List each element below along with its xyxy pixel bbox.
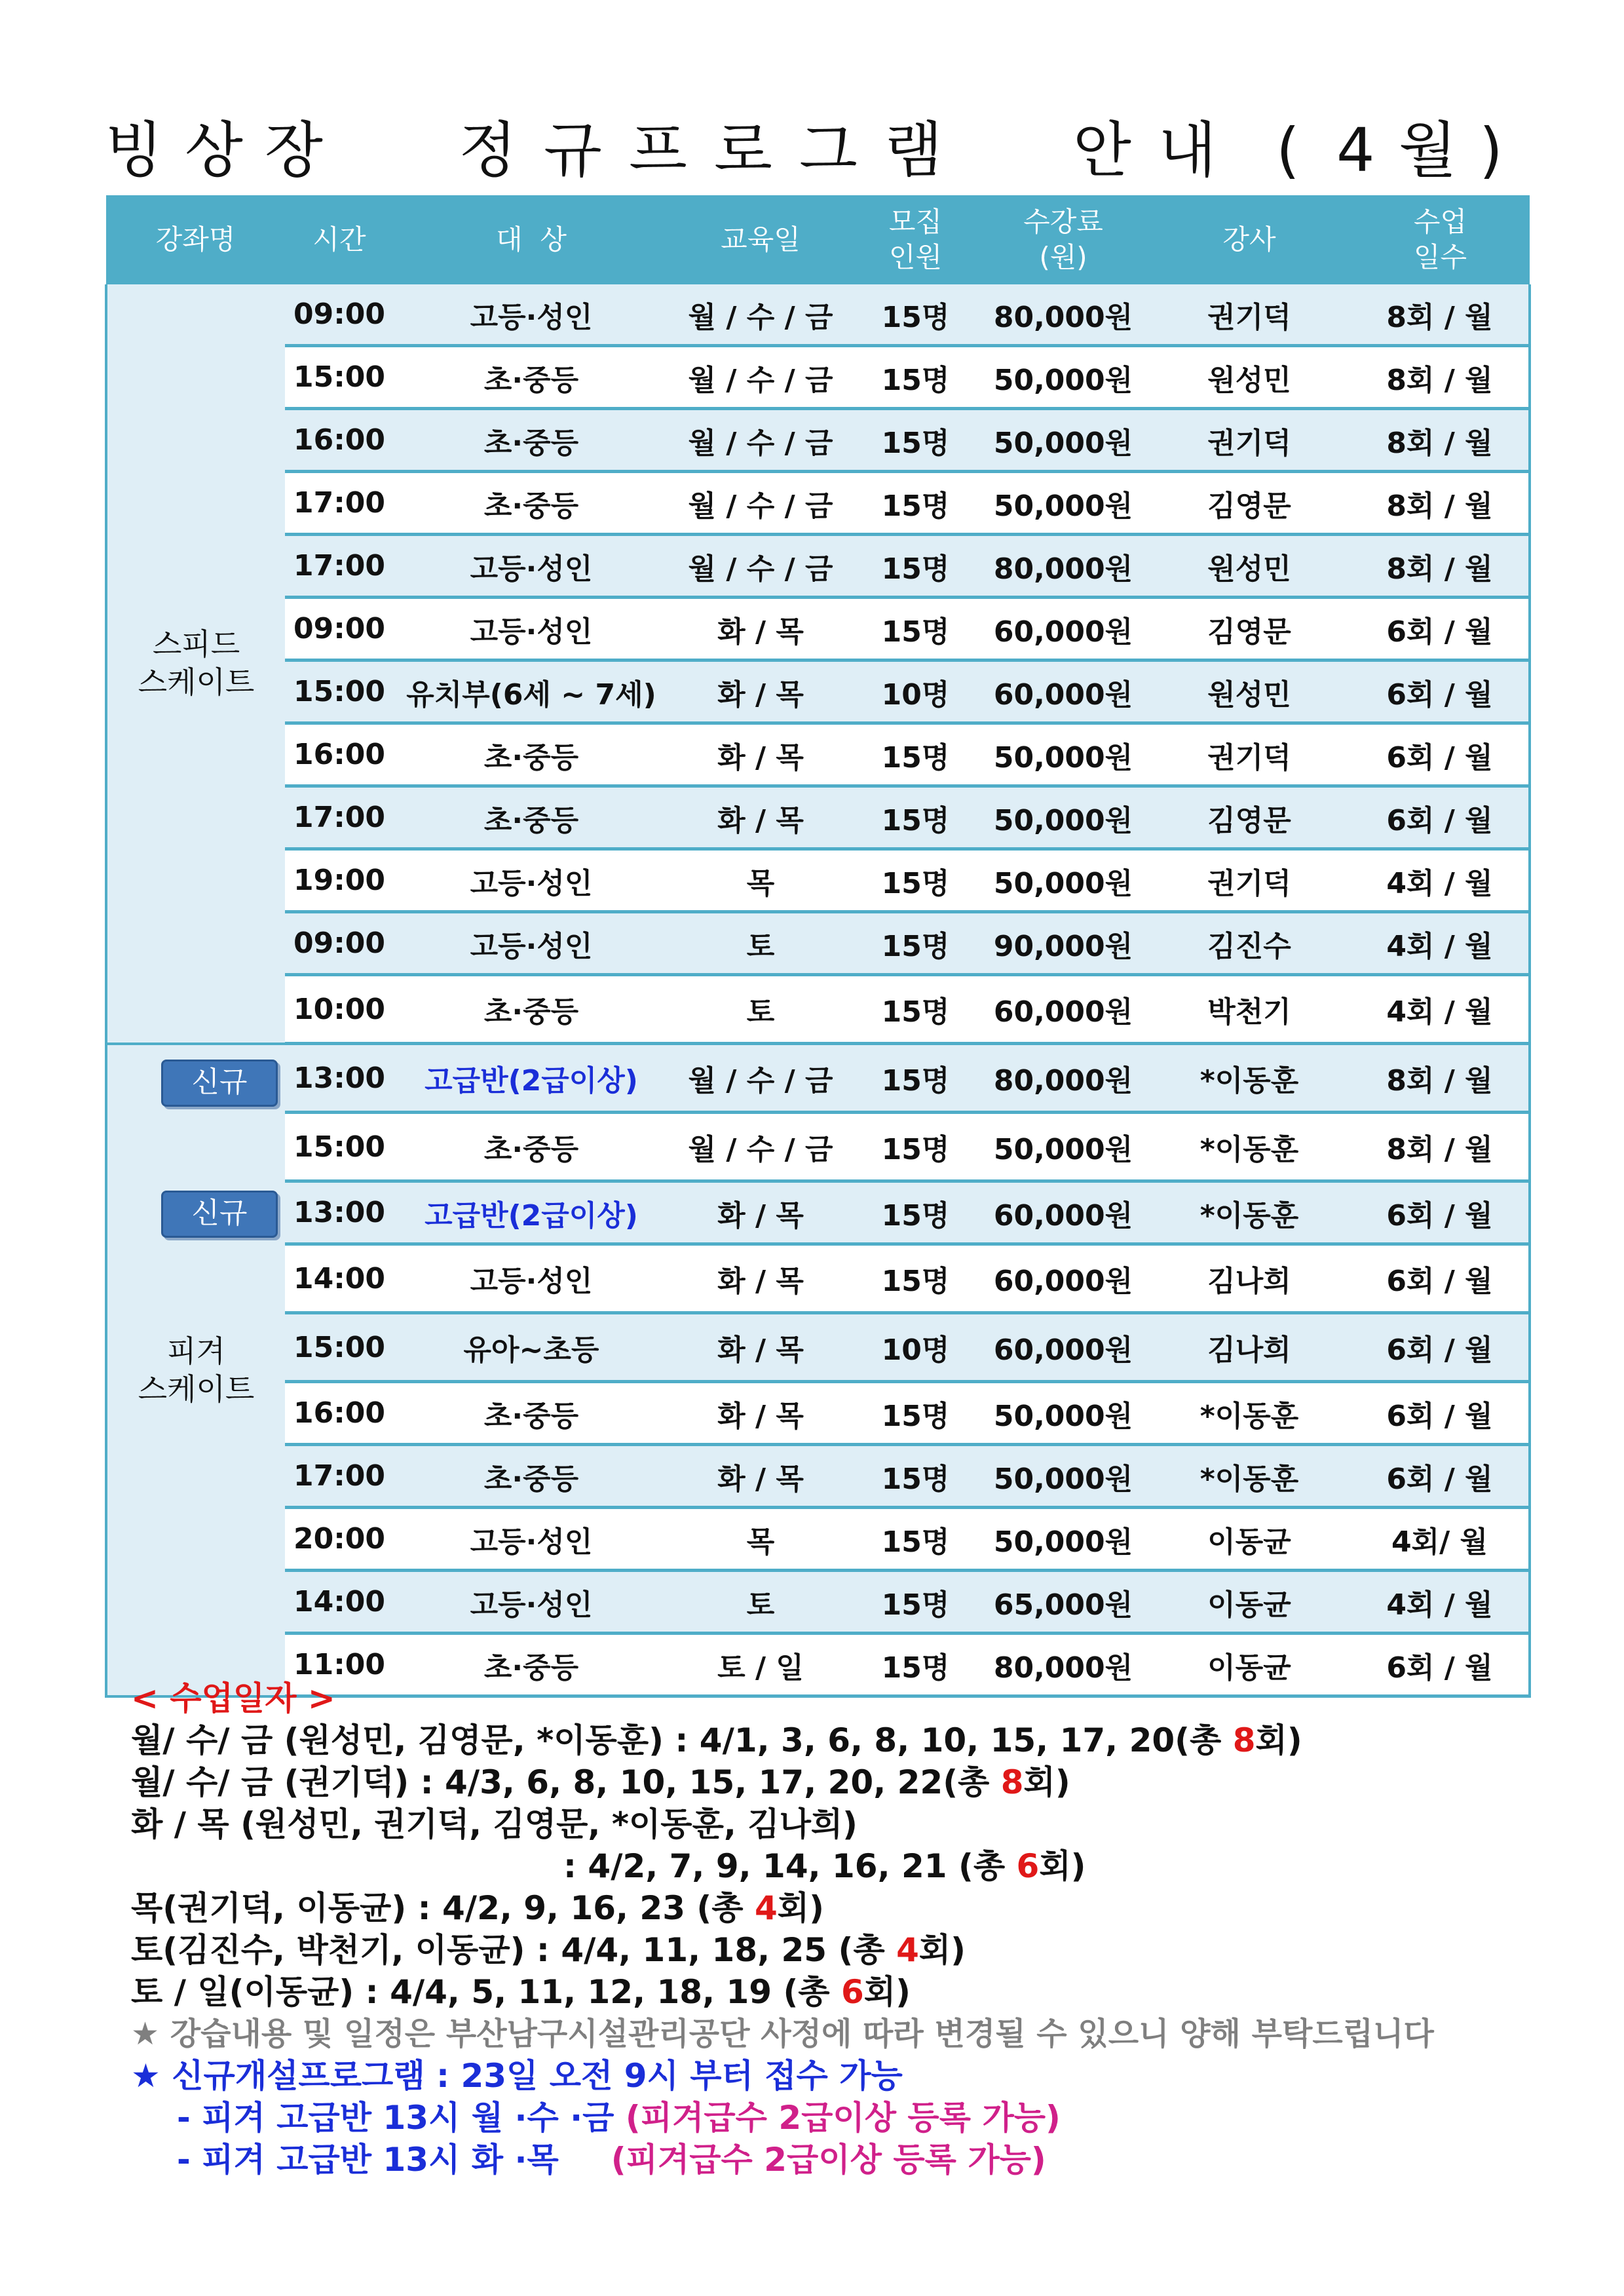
table-row [106,975,1530,1044]
notes-line: 화 / 목 (원성민, 권기덕, 김영문, *이동훈, 김나희) [131,1805,858,1843]
cell-fee: 50,000원 [979,472,1148,535]
cell-days: 화 / 목 [669,1313,852,1382]
cell-time: 13:00 [285,1181,394,1244]
cell-time: 14:00 [285,1571,394,1634]
title-char: ( [1276,115,1300,185]
title-char: 그 [799,115,858,185]
cell-fee: 50,000원 [979,1445,1148,1508]
cell-quota: 15명 [852,1113,979,1181]
cell-target: 초·중등 [394,409,669,472]
header-quota: 모집 인원 [852,195,979,284]
table-row [106,1508,1530,1571]
cell-sessions: 6회 / 월 [1351,1181,1530,1244]
cell-fee: 65,000원 [979,1571,1148,1634]
table-row [106,786,1530,849]
cell-instructor: 김나희 [1148,1313,1351,1382]
title-char: 램 [884,115,943,185]
title-char: 프 [629,115,687,185]
cell-days: 월 / 수 / 금 [669,472,852,535]
title-char: ) [1479,115,1503,185]
cell-fee: 60,000원 [979,1313,1148,1382]
cell-instructor: *이동훈 [1148,1044,1351,1113]
cell-quota: 15명 [852,1382,979,1445]
cell-instructor: 원성민 [1148,346,1351,409]
cell-time: 16:00 [285,723,394,786]
table-row [106,912,1530,975]
cell-fee: 60,000원 [979,1244,1148,1313]
cell-time: 15:00 [285,1313,394,1382]
cell-target: 초·중등 [394,1634,669,1696]
cell-fee: 90,000원 [979,912,1148,975]
cell-days: 화 / 목 [669,1244,852,1313]
cell-target: 초·중등 [394,1382,669,1445]
header-fee: 수강료 (원) [979,195,1148,284]
cell-sessions: 8회 / 월 [1351,1044,1530,1113]
cell-time: 16:00 [285,1382,394,1445]
cell-quota: 15명 [852,1044,979,1113]
notes-line: : 4/2, 7, 9, 14, 16, 21 (총 6회) [563,1847,1086,1885]
cell-time: 09:00 [285,912,394,975]
schedule-change-notice: ★ 강습내용 및 일정은 부산남구시설관리공단 사정에 따라 변경될 수 있으니 양해 부탁드립니다 [131,2016,1434,2052]
cell-time: 17:00 [285,472,394,535]
cell-time: 15:00 [285,346,394,409]
cell-days: 토 [669,1571,852,1634]
course-figure-skate: 신규 신규 피겨 스케이트 [106,1044,285,1696]
notes-line: 월/ 수/ 금 (원성민, 김영문, *이동훈) : 4/1, 3, 6, 8, 10, 15, 17, 20(총 8회) [131,1721,1302,1759]
cell-quota: 15명 [852,1508,979,1571]
cell-target: 고등·성인 [394,284,669,346]
cell-target: 초·중등 [394,786,669,849]
cell-fee: 50,000원 [979,1113,1148,1181]
title-char: 로 [714,115,772,185]
cell-time: 19:00 [285,849,394,912]
cell-quota: 10명 [852,660,979,723]
header-course: 강좌명 [106,195,285,284]
cell-sessions: 6회 / 월 [1351,1313,1530,1382]
cell-days: 목 [669,1508,852,1571]
cell-time: 14:00 [285,1244,394,1313]
table-row [106,1181,1530,1244]
cell-sessions: 8회 / 월 [1351,346,1530,409]
cell-sessions: 6회 / 월 [1351,1382,1530,1445]
cell-days: 화 / 목 [669,1181,852,1244]
title-char: 규 [544,115,602,185]
cell-quota: 15명 [852,409,979,472]
cell-sessions: 6회 / 월 [1351,723,1530,786]
cell-time: 17:00 [285,535,394,598]
new-badge: 신규 [161,1060,278,1107]
table-row [106,409,1530,472]
cell-fee: 60,000원 [979,598,1148,660]
cell-days: 토 [669,912,852,975]
cell-instructor: 김영문 [1148,786,1351,849]
cell-fee: 80,000원 [979,535,1148,598]
cell-sessions: 4회 / 월 [1351,912,1530,975]
cell-time: 17:00 [285,1445,394,1508]
cell-instructor: 원성민 [1148,535,1351,598]
notes-line: 토(김진수, 박천기, 이동균) : 4/4, 11, 18, 25 (총 4회) [131,1931,966,1969]
cell-fee: 50,000원 [979,849,1148,912]
title-char: 월 [1399,115,1457,185]
cell-time: 11:00 [285,1634,394,1696]
cell-fee: 80,000원 [979,1044,1148,1113]
cell-time: 16:00 [285,409,394,472]
table-row [106,598,1530,660]
cell-sessions: 6회 / 월 [1351,598,1530,660]
table-row [106,723,1530,786]
class-dates-notes [131,1677,1507,2181]
cell-fee: 50,000원 [979,346,1148,409]
cell-days: 월 / 수 / 금 [669,1113,852,1181]
cell-target: 초·중등 [394,1445,669,1508]
cell-target: 고등·성인 [394,1508,669,1571]
cell-quota: 15명 [852,472,979,535]
header-days: 교육일 [669,195,852,284]
title-char: 상 [185,115,243,185]
cell-days: 월 / 수 / 금 [669,346,852,409]
cell-target: 고등·성인 [394,1244,669,1313]
cell-quota: 15명 [852,975,979,1044]
cell-days: 화 / 목 [669,660,852,723]
table-row [106,1044,1530,1113]
table-row [106,1445,1530,1508]
cell-time: 09:00 [285,598,394,660]
title-char: 4 [1336,115,1375,185]
cell-instructor: 김영문 [1148,472,1351,535]
notes-line: 월/ 수/ 금 (권기덕) : 4/3, 6, 8, 10, 15, 17, 20, 22(총 8회) [131,1763,1070,1801]
cell-sessions: 6회 / 월 [1351,786,1530,849]
cell-days: 화 / 목 [669,1382,852,1445]
cell-time: 13:00 [285,1044,394,1113]
cell-quota: 15명 [852,1244,979,1313]
notes-heading: < 수업일자 > [131,1679,335,1717]
cell-target: 고급반(2급이상) [394,1044,669,1113]
table-row [106,1313,1530,1382]
cell-quota: 15명 [852,1634,979,1696]
cell-fee: 60,000원 [979,660,1148,723]
cell-target: 유아~초등 [394,1313,669,1382]
cell-days: 목 [669,849,852,912]
cell-sessions: 6회 / 월 [1351,1634,1530,1696]
table-row [106,1571,1530,1634]
cell-target: 초·중등 [394,472,669,535]
cell-sessions: 6회 / 월 [1351,660,1530,723]
cell-days: 화 / 목 [669,1445,852,1508]
table-row [106,1382,1530,1445]
cell-sessions: 4회 / 월 [1351,1571,1530,1634]
cell-time: 09:00 [285,284,394,346]
cell-target: 초·중등 [394,723,669,786]
cell-instructor: *이동훈 [1148,1181,1351,1244]
header-sessions: 수업 일수 [1351,195,1530,284]
cell-quota: 15명 [852,723,979,786]
cell-days: 화 / 목 [669,598,852,660]
header-instructor: 강사 [1148,195,1351,284]
cell-quota: 15명 [852,598,979,660]
cell-fee: 50,000원 [979,1382,1148,1445]
title-char: 빙 [105,115,163,185]
cell-instructor: *이동훈 [1148,1382,1351,1445]
cell-fee: 80,000원 [979,1634,1148,1696]
cell-instructor: 권기덕 [1148,849,1351,912]
cell-instructor: 이동균 [1148,1508,1351,1571]
cell-fee: 50,000원 [979,786,1148,849]
cell-instructor: 이동균 [1148,1571,1351,1634]
cell-quota: 15명 [852,1181,979,1244]
new-program-line: - 피겨 고급반 13시 월 ·수 ·금 (피겨급수 2급이상 등록 가능) [177,2099,1061,2137]
cell-target: 고등·성인 [394,912,669,975]
table-row [106,660,1530,723]
title-char: 안 [1073,115,1131,185]
header-time: 시간 [285,195,394,284]
cell-quota: 15명 [852,535,979,598]
cell-sessions: 4회 / 월 [1351,849,1530,912]
cell-instructor: 박천기 [1148,975,1351,1044]
cell-quota: 15명 [852,849,979,912]
cell-time: 17:00 [285,786,394,849]
cell-sessions: 8회 / 월 [1351,409,1530,472]
cell-quota: 15명 [852,1445,979,1508]
cell-days: 토 [669,975,852,1044]
table-row [106,849,1530,912]
cell-quota: 15명 [852,786,979,849]
cell-instructor: 권기덕 [1148,723,1351,786]
cell-instructor: *이동훈 [1148,1113,1351,1181]
cell-target: 고등·성인 [394,598,669,660]
cell-fee: 50,000원 [979,1508,1148,1571]
table-row [106,346,1530,409]
header-target: 대 상 [394,195,669,284]
cell-instructor: 김영문 [1148,598,1351,660]
cell-quota: 15명 [852,912,979,975]
cell-days: 토 / 일 [669,1634,852,1696]
table-row [106,535,1530,598]
new-program-line: - 피겨 고급반 13시 화 ·목 (피겨급수 2급이상 등록 가능) [177,2141,1046,2179]
page-title [105,105,1513,197]
cell-quota: 15명 [852,346,979,409]
cell-target: 초·중등 [394,346,669,409]
table-row [106,1244,1530,1313]
table-header-row [106,195,1530,284]
cell-fee: 80,000원 [979,284,1148,346]
cell-sessions: 6회 / 월 [1351,1445,1530,1508]
cell-target: 고등·성인 [394,849,669,912]
course-speed-skate: 스피드 스케이트 [106,284,285,1044]
cell-sessions: 8회 / 월 [1351,1113,1530,1181]
cell-days: 월 / 수 / 금 [669,1044,852,1113]
notes-line: 목(권기덕, 이동균) : 4/2, 9, 16, 23 (총 4회) [131,1889,824,1927]
cell-instructor: 이동균 [1148,1634,1351,1696]
cell-days: 월 / 수 / 금 [669,535,852,598]
table-row [106,472,1530,535]
new-badge: 신규 [161,1191,278,1238]
cell-days: 월 / 수 / 금 [669,284,852,346]
cell-target: 초·중등 [394,975,669,1044]
cell-target: 고급반(2급이상) [394,1181,669,1244]
title-char: 내 [1158,115,1217,185]
notes-line: 토 / 일(이동균) : 4/4, 5, 11, 12, 18, 19 (총 6회) [131,1973,911,2011]
cell-sessions: 4회 / 월 [1351,975,1530,1044]
cell-sessions: 8회 / 월 [1351,284,1530,346]
cell-sessions: 4회/ 월 [1351,1508,1530,1571]
cell-target: 초·중등 [394,1113,669,1181]
cell-instructor: 김나희 [1148,1244,1351,1313]
cell-fee: 60,000원 [979,1181,1148,1244]
cell-instructor: 권기덕 [1148,284,1351,346]
cell-quota: 10명 [852,1313,979,1382]
table-row [106,1113,1530,1181]
cell-target: 유치부(6세 ~ 7세) [394,660,669,723]
cell-target: 고등·성인 [394,535,669,598]
cell-days: 화 / 목 [669,723,852,786]
cell-fee: 50,000원 [979,409,1148,472]
schedule-table [105,195,1531,1698]
cell-instructor: 김진수 [1148,912,1351,975]
cell-time: 10:00 [285,975,394,1044]
cell-instructor: 권기덕 [1148,409,1351,472]
cell-sessions: 8회 / 월 [1351,535,1530,598]
cell-fee: 60,000원 [979,975,1148,1044]
cell-time: 20:00 [285,1508,394,1571]
cell-sessions: 6회 / 월 [1351,1244,1530,1313]
cell-target: 고등·성인 [394,1571,669,1634]
cell-quota: 15명 [852,1571,979,1634]
cell-days: 화 / 목 [669,786,852,849]
cell-sessions: 8회 / 월 [1351,472,1530,535]
title-char: 정 [459,115,517,185]
new-program-notice: ★ 신규개설프로그램 : 23일 오전 9시 부터 접수 가능 [131,2057,903,2095]
cell-time: 15:00 [285,1113,394,1181]
table-row [106,284,1530,346]
cell-quota: 15명 [852,284,979,346]
cell-fee: 50,000원 [979,723,1148,786]
title-char: 장 [265,115,323,185]
cell-time: 15:00 [285,660,394,723]
cell-instructor: *이동훈 [1148,1445,1351,1508]
cell-days: 월 / 수 / 금 [669,409,852,472]
cell-instructor: 원성민 [1148,660,1351,723]
